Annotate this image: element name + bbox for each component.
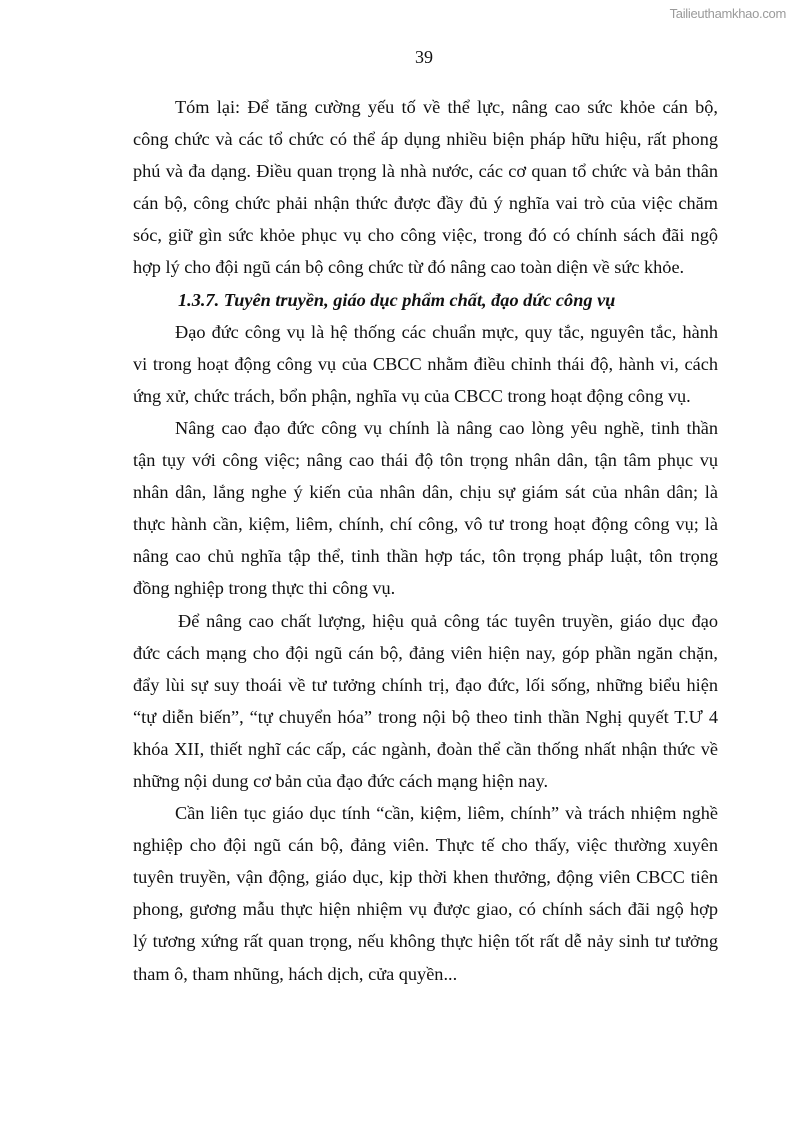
paragraph xyxy=(133,797,718,990)
paragraph xyxy=(133,605,718,798)
text-line: Đạo đức công vụ là hệ thống các chuẩn mực, quy tắc, nguyên tắc, hành xyxy=(175,321,718,342)
section-heading xyxy=(133,284,718,316)
heading-text: 1.3.7. Tuyên truyền, giáo dục phẩm chất, đạo dức công vụ xyxy=(178,289,616,310)
text-line: tuyên truyền, vận động, giáo dục, kịp thời khen thưởng, động viên CBCC tiên xyxy=(133,867,718,888)
text-line: thực hành cần, kiệm, liêm, chính, chí công, vô tư trong hoạt động công vụ; là xyxy=(133,514,718,535)
document-body xyxy=(133,91,718,990)
text-line: nghiệp cho đội ngũ cán bộ, đảng viên. Thực tế cho thấy, việc thường xuyên xyxy=(133,835,718,856)
text-line: công chức và các tổ chức có thể áp dụng nhiều biện pháp hữu hiệu, rất phong xyxy=(133,129,718,150)
page-number: 39 xyxy=(415,47,433,67)
text-line: Tóm lại: Để tăng cường yếu tố về thể lực, nâng cao sức khỏe cán bộ, xyxy=(175,97,718,117)
text-line: phong, gương mẫu thực hiện nhiệm vụ được giao, có chính sách đãi ngộ hợp xyxy=(133,899,718,920)
text-line: phú và đa dạng. Điều quan trọng là nhà nước, các cơ quan tổ chức và bản thân xyxy=(133,161,718,182)
text-line: Để nâng cao chất lượng, hiệu quả công tác tuyên truyền, giáo dục đạo xyxy=(178,610,718,631)
text-line: những nội dung cơ bản của đạo đức cách mạng hiện nay. xyxy=(133,770,549,791)
text-line: đức cách mạng cho đội ngũ cán bộ, đảng viên hiện nay, góp phần ngăn chặn, xyxy=(133,642,718,663)
text-line: lý tương xứng rất quan trọng, nếu không thực hiện tốt rất dễ nảy sinh tư tưởng xyxy=(133,931,718,952)
text-line: nhân dân, lắng nghe ý kiến của nhân dân, chịu sự giám sát của nhân dân; là xyxy=(133,482,718,503)
text-line: Nâng cao đạo đức công vụ chính là nâng cao lòng yêu nghề, tinh thần xyxy=(175,417,718,438)
paragraph xyxy=(133,91,718,284)
text-line: vi trong hoạt động công vụ của CBCC nhằm điều chỉnh thái độ, hành vi, cách xyxy=(133,353,718,374)
paragraph xyxy=(133,412,718,605)
text-line: đồng nghiệp trong thực thi công vụ. xyxy=(133,578,396,599)
text-line: khóa XII, thiết nghĩ các cấp, các ngành, đoàn thể cần thống nhất nhận thức về xyxy=(133,738,718,759)
text-line: nâng cao chủ nghĩa tập thể, tinh thần hợp tác, tôn trọng pháp luật, tôn trọng xyxy=(133,546,718,567)
text-line: ứng xử, chức trách, bổn phận, nghĩa vụ của CBCC trong hoạt động công vụ. xyxy=(133,385,691,406)
text-line: cán bộ, công chức phải nhận thức được đầy đủ ý nghĩa vai trò của việc chăm xyxy=(133,193,718,214)
text-line: tham ô, tham nhũng, hách dịch, cửa quyền... xyxy=(133,963,458,984)
text-line: hợp lý cho đội ngũ cán bộ công chức từ đó nâng cao toàn diện về sức khỏe. xyxy=(133,257,685,278)
text-line: sóc, giữ gìn sức khỏe phục vụ cho công việc, trong đó có chính sách đãi ngộ xyxy=(133,225,718,246)
text-line: “tự diễn biến”, “tự chuyển hóa” trong nội bộ theo tinh thần Nghị quyết T.Ư 4 xyxy=(133,706,718,727)
watermark: Tailieuthamkhao.com xyxy=(669,6,786,21)
paragraph xyxy=(133,316,718,412)
text-line: Cần liên tục giáo dục tính “cần, kiệm, liêm, chính” và trách nhiệm nghề xyxy=(175,803,718,824)
text-line: đẩy lùi sự suy thoái về tư tưởng chính trị, đạo đức, lối sống, những biểu hiện xyxy=(133,674,718,695)
text-line: tận tụy với công việc; nâng cao thái độ tôn trọng nhân dân, tận tâm phục vụ xyxy=(133,450,718,471)
